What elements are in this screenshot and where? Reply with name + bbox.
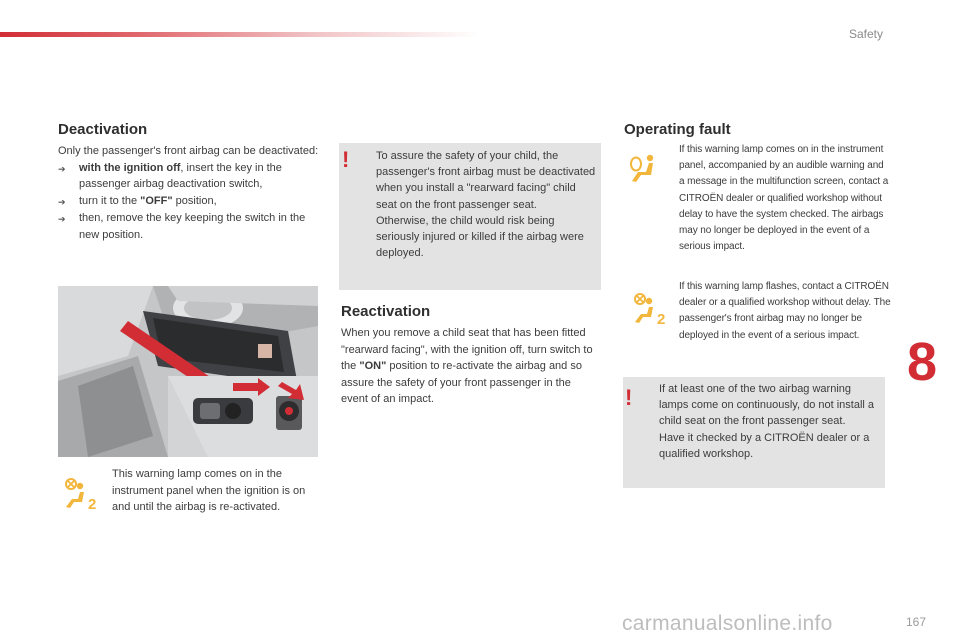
fault-warning-note-text (659, 381, 879, 462)
airbag-warning-icon (629, 154, 665, 184)
chapter-number: 8 (906, 332, 938, 392)
flashing-lamp-description: If this warning lamp flashes, contact a CITROËN dealer or a qualified workshop without delay. The passenger's front airbag may no longer be deployed in the event of a serious impact. (679, 281, 891, 341)
warning-note-line: To assure the safety of your child, the passenger's front airbag must be deactivated when you install a "rearward facing" child seat on the front passenger seat. (376, 150, 596, 211)
passenger-airbag-off-icon (62, 477, 98, 511)
section-title: Safety (848, 27, 884, 41)
warning-note (339, 143, 601, 290)
list-item (58, 160, 320, 193)
bullet-pre: turn it to the (79, 194, 141, 207)
fault-note-line: If at least one of the two airbag warning lamps come on continuously, do not install a child seat on the front passenger seat. (659, 383, 875, 428)
bullet-text: then, remove the key keeping the switch in the new position. (79, 212, 306, 241)
deactivation-heading: Deactivation (58, 121, 148, 138)
svg-text:2: 2 (657, 311, 666, 326)
exclamation-icon: ! (625, 385, 633, 410)
bullet-bold: with the ignition off (79, 161, 181, 174)
reactivation-post: position to re-activate the airbag and so assure the safety of your front passenger in the event of an impact. (341, 360, 582, 405)
bullet-icon: ➔ (58, 196, 66, 207)
reactivation-pre: When you remove a child seat that has been fitted "rearward facing", with the ignition off, turn switch to the (341, 327, 593, 372)
bullet-text: position, (172, 194, 217, 207)
fault-lamp-description: If this warning lamp comes on in the instrument panel, accompanied by an audible warning and a message in the multifunction screen, contact a CITROËN dealer or qualified workshop without delay to have the system checked. The airbags may no longer be deployed in the event of a serious impact. (679, 144, 889, 253)
svg-text:2: 2 (88, 496, 97, 511)
exclamation-icon: ! (342, 147, 350, 172)
lamp-description: This warning lamp comes on in the instrument panel when the ignition is on and until the airbag is re-activated. (112, 468, 306, 513)
bullet-text: , insert the key in the passenger airbag deactivation switch, (79, 161, 282, 190)
operating-fault-heading: Operating fault (624, 121, 731, 138)
fault-warning-note (623, 377, 885, 488)
header-accent-bar (0, 32, 480, 37)
reactivation-heading: Reactivation (341, 303, 431, 320)
reactivation-bold: "ON" (359, 360, 387, 372)
watermark: carmanualsonline.info (622, 612, 833, 635)
bullet-bold: "OFF" (140, 194, 173, 207)
fault-note-line: Have it checked by a CITROËN dealer or a qualified workshop. (659, 431, 870, 460)
deactivation-intro: Only the passenger's front airbag can be deactivated: (58, 145, 319, 157)
warning-note-text (376, 148, 596, 261)
passenger-airbag-off-icon (631, 292, 667, 326)
airbag-switch-photo (58, 286, 318, 457)
list-item (58, 193, 320, 211)
bullet-icon: ➔ (58, 163, 66, 174)
reactivation-text (341, 325, 599, 408)
list-item (58, 210, 320, 243)
deactivation-text (58, 143, 320, 243)
bullet-icon: ➔ (58, 214, 66, 224)
page-number: 167 (906, 615, 927, 629)
warning-note-line: Otherwise, the child would risk being seriously injured or killed if the airbag were deployed. (376, 214, 584, 260)
